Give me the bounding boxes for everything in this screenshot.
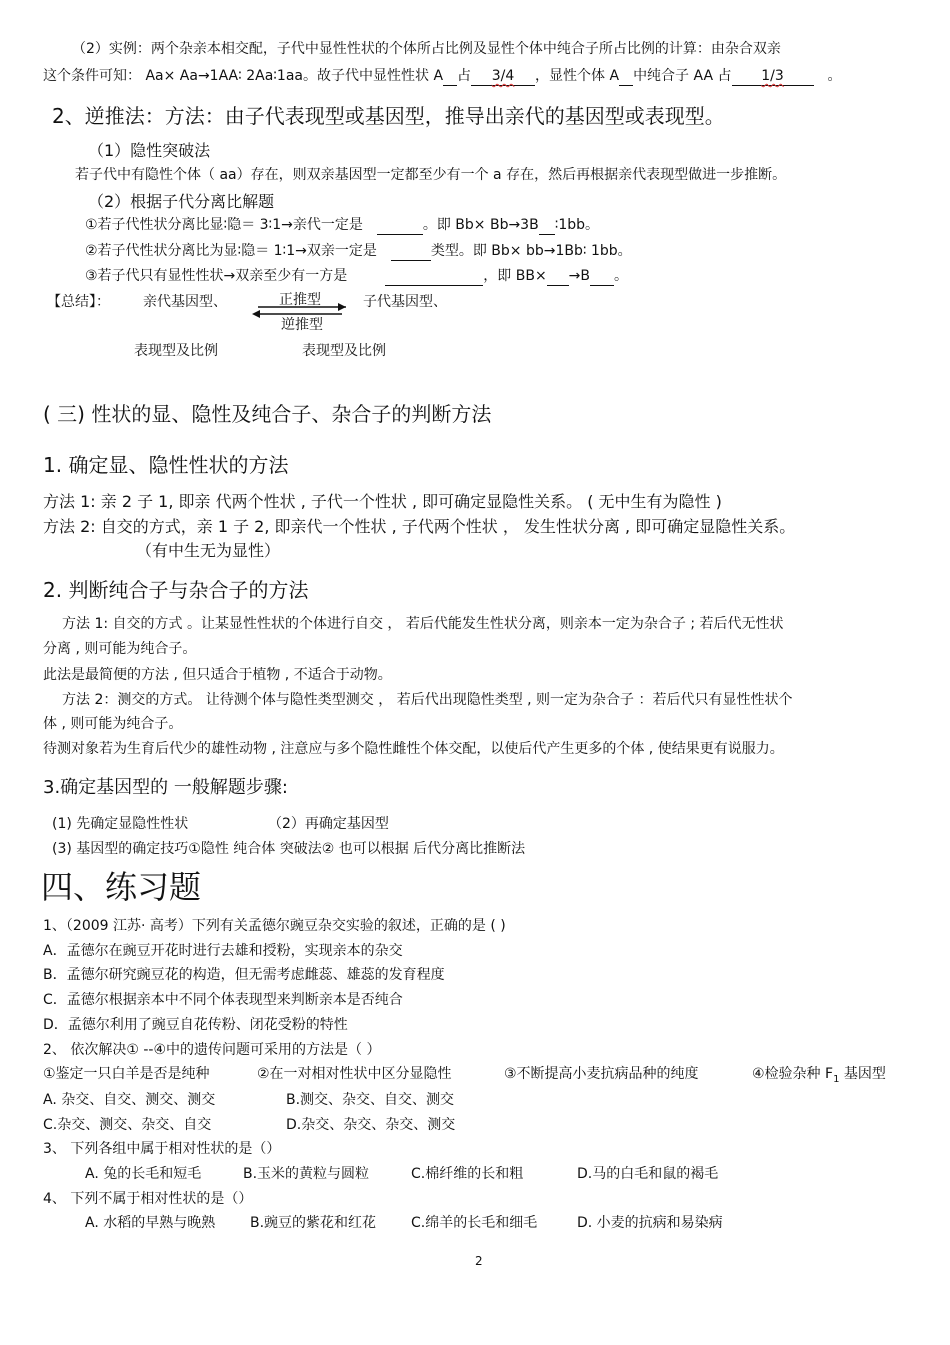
question-stem: 1、（2009 江苏· 高考）下列有关孟德尔豌豆杂交实验的叙述，正确的是 ( ) xyxy=(43,918,506,934)
subheading: （1）隐性突破法 xyxy=(88,141,211,160)
fill-blank xyxy=(547,268,569,286)
question-option: A. 杂交、自交、测交、测交 xyxy=(43,1092,216,1108)
subheading: （2）根据子代分离比解题 xyxy=(88,192,275,211)
section-heading: 1. 确定显、隐性性状的方法 xyxy=(43,453,289,477)
text-line xyxy=(85,243,632,261)
fill-blank xyxy=(590,268,614,286)
text-line: 方法 1: 自交的方式 。让某显性性状的个体进行自交 ， 若后代能发生性状分离，则亲本一定为杂合子 ; 若后代无性状 xyxy=(62,616,784,632)
text-segment: ④检验杂种 F xyxy=(752,1066,834,1082)
summary-offspring-genotype: 子代基因型、 xyxy=(363,294,447,310)
question-item: ③不断提高小麦抗病品种的纯度 xyxy=(504,1066,699,1082)
step-item: （2）再确定基因型 xyxy=(268,816,389,832)
forward-inference-label: 正推型 xyxy=(279,292,321,308)
text-segment: ②若子代性状分离比为显∶隐＝ 1∶1→双亲一定是 xyxy=(85,243,377,259)
text-segment: 。即 Bb× Bb→3B xyxy=(422,217,539,233)
question-option: A. 兔的长毛和短毛 xyxy=(85,1166,202,1182)
fill-blank xyxy=(377,217,423,235)
question-option: C．孟德尔根据亲本中不同个体表现型来判断亲本是否纯合 xyxy=(43,992,403,1008)
text-segment: →B xyxy=(568,268,591,284)
text-line: 分离 , 则可能为纯合子。 xyxy=(43,641,197,657)
text-line: 方法 1: 亲 2 子 1, 即亲 代两个性状 , 子代一个性状 , 即可确定显隐性关系。 ( 无中生有为隐性 ) xyxy=(43,492,722,511)
section-heading: ( 三) 性状的显、隐性及纯合子、杂合子的判断方法 xyxy=(43,402,492,426)
fill-blank xyxy=(385,268,483,286)
text-line xyxy=(85,268,628,286)
subscript: 1 xyxy=(833,1073,840,1085)
question-stem: 2、 依次解决① --④中的遗传问题可采用的方法是（ ） xyxy=(43,1042,381,1058)
question-stem: 3、 下列各组中属于相对性状的是（） xyxy=(43,1141,281,1157)
text-segment: ，显性个体 A xyxy=(535,68,620,84)
text-segment: 基因型 xyxy=(839,1066,886,1082)
question-option: D. 小麦的抗病和易染病 xyxy=(577,1215,723,1231)
answer-text: 3/4 xyxy=(491,68,515,84)
question-option: A. 水稻的早熟与晚熟 xyxy=(85,1215,216,1231)
text-segment: ∶1bb。 xyxy=(554,217,600,233)
section-heading: 2. 判断纯合子与杂合子的方法 xyxy=(43,578,309,602)
step-item: (3) 基因型的确定技巧①隐性 纯合体 突破法② 也可以根据 后代分离比推断法 xyxy=(52,841,526,857)
text-segment: ①若子代性状分离比显∶隐＝ 3∶1→亲代一定是 xyxy=(85,217,363,233)
fill-blank xyxy=(391,243,431,261)
question-option: D．孟德尔利用了豌豆自花传粉、闭花受粉的特性 xyxy=(43,1017,348,1033)
text-segment: 。 xyxy=(614,268,629,284)
question-option: C.杂交、测交、杂交、自交 xyxy=(43,1117,212,1133)
section-heading: 2、逆推法：方法：由子代表现型或基因型，推导出亲代的基因型或表现型。 xyxy=(52,104,725,128)
text-segment: ③若子代只有显性性状→双亲至少有一方是 xyxy=(85,268,348,284)
question-item xyxy=(752,1066,886,1086)
text-line: 若子代中有隐性个体（ aa）存在，则双亲基因型一定都至少有一个 a 存在，然后再根据亲代表现型做进一步推断。 xyxy=(75,167,787,183)
section-heading: 3.确定基因型的 一般解题步骤: xyxy=(43,777,288,798)
summary-parent-phenotype: 表现型及比例 xyxy=(134,343,218,359)
fill-blank xyxy=(619,68,633,86)
question-stem: 4、 下列不属于相对性状的是（） xyxy=(43,1191,253,1207)
fill-blank xyxy=(539,217,555,235)
text-segment: 占 xyxy=(457,68,472,84)
text-line: （有中生无为显性） xyxy=(136,541,281,560)
question-item: ①鉴定一只白羊是否是纯种 xyxy=(43,1066,210,1082)
text-line: 体 , 则可能为纯合子。 xyxy=(43,716,183,732)
reverse-inference-label: 逆推型 xyxy=(281,317,323,333)
question-option: A．孟德尔在豌豆开花时进行去雄和授粉，实现亲本的杂交 xyxy=(43,943,403,959)
text-segment: 这个条件可知： Aa× Aa→1AA∶ 2Aa∶1aa。故子代中显性性状 A xyxy=(43,68,444,84)
text-line xyxy=(85,217,599,235)
answer-blank xyxy=(471,68,535,86)
question-option: B．孟德尔研究豌豆花的构造，但无需考虑雌蕊、雄蕊的发育程度 xyxy=(43,967,445,983)
question-option: D.杂交、杂交、杂交、测交 xyxy=(286,1117,456,1133)
question-item: ②在一对相对性状中区分显隐性 xyxy=(257,1066,452,1082)
question-option: C.棉纤维的长和粗 xyxy=(411,1166,524,1182)
text-segment: ，即 BB× xyxy=(483,268,547,284)
answer-text: 1/3 xyxy=(761,68,784,84)
exercise-heading: 四、练习题 xyxy=(41,868,202,906)
question-option: C.绵羊的长毛和细毛 xyxy=(411,1215,538,1231)
question-option: B.测交、杂交、自交、测交 xyxy=(286,1092,455,1108)
page-number: 2 xyxy=(475,1254,483,1268)
text-segment: 。 xyxy=(827,68,842,84)
answer-blank xyxy=(732,68,814,86)
step-item: (1) 先确定显隐性性状 xyxy=(52,816,189,832)
text-line: 待测对象若为生育后代少的雄性动物 , 注意应与多个隐性雌性个体交配，以使后代产生更多的个体 , 使结果更有说服力。 xyxy=(43,741,784,757)
summary-label: 【总结】： xyxy=(47,294,110,310)
text-segment: 类型。即 Bb× bb→1Bb∶ 1bb。 xyxy=(430,243,632,259)
text-line xyxy=(43,68,842,86)
question-option: B.豌豆的紫花和红花 xyxy=(250,1215,377,1231)
summary-parent-genotype: 亲代基因型、 xyxy=(143,294,227,310)
text-line: 方法 2: 自交的方式，亲 1 子 2, 即亲代一个性状 , 子代两个性状 ， 发生性状分离 , 即可确定显隐性关系。 xyxy=(43,517,796,536)
question-option: B.玉米的黄粒与圆粒 xyxy=(243,1166,370,1182)
question-option: D.马的白毛和鼠的褐毛 xyxy=(577,1166,719,1182)
summary-offspring-phenotype: 表现型及比例 xyxy=(302,343,386,359)
text-segment: 中纯合子 AA 占 xyxy=(633,68,732,84)
text-line: 此法是最简便的方法 , 但只适合于植物 , 不适合于动物。 xyxy=(43,667,392,683)
text-line: 方法 2：测交的方式。 让待测个体与隐性类型测交 ， 若后代出现隐性类型 , 则一定为杂合子 ：若后代只有显性性状个 xyxy=(62,692,793,708)
fill-blank xyxy=(443,68,457,86)
text-line: （2）实例：两个杂亲本相交配，子代中显性性状的个体所占比例及显性个体中纯合子所占比例的计算：由杂合双亲 xyxy=(72,41,781,57)
